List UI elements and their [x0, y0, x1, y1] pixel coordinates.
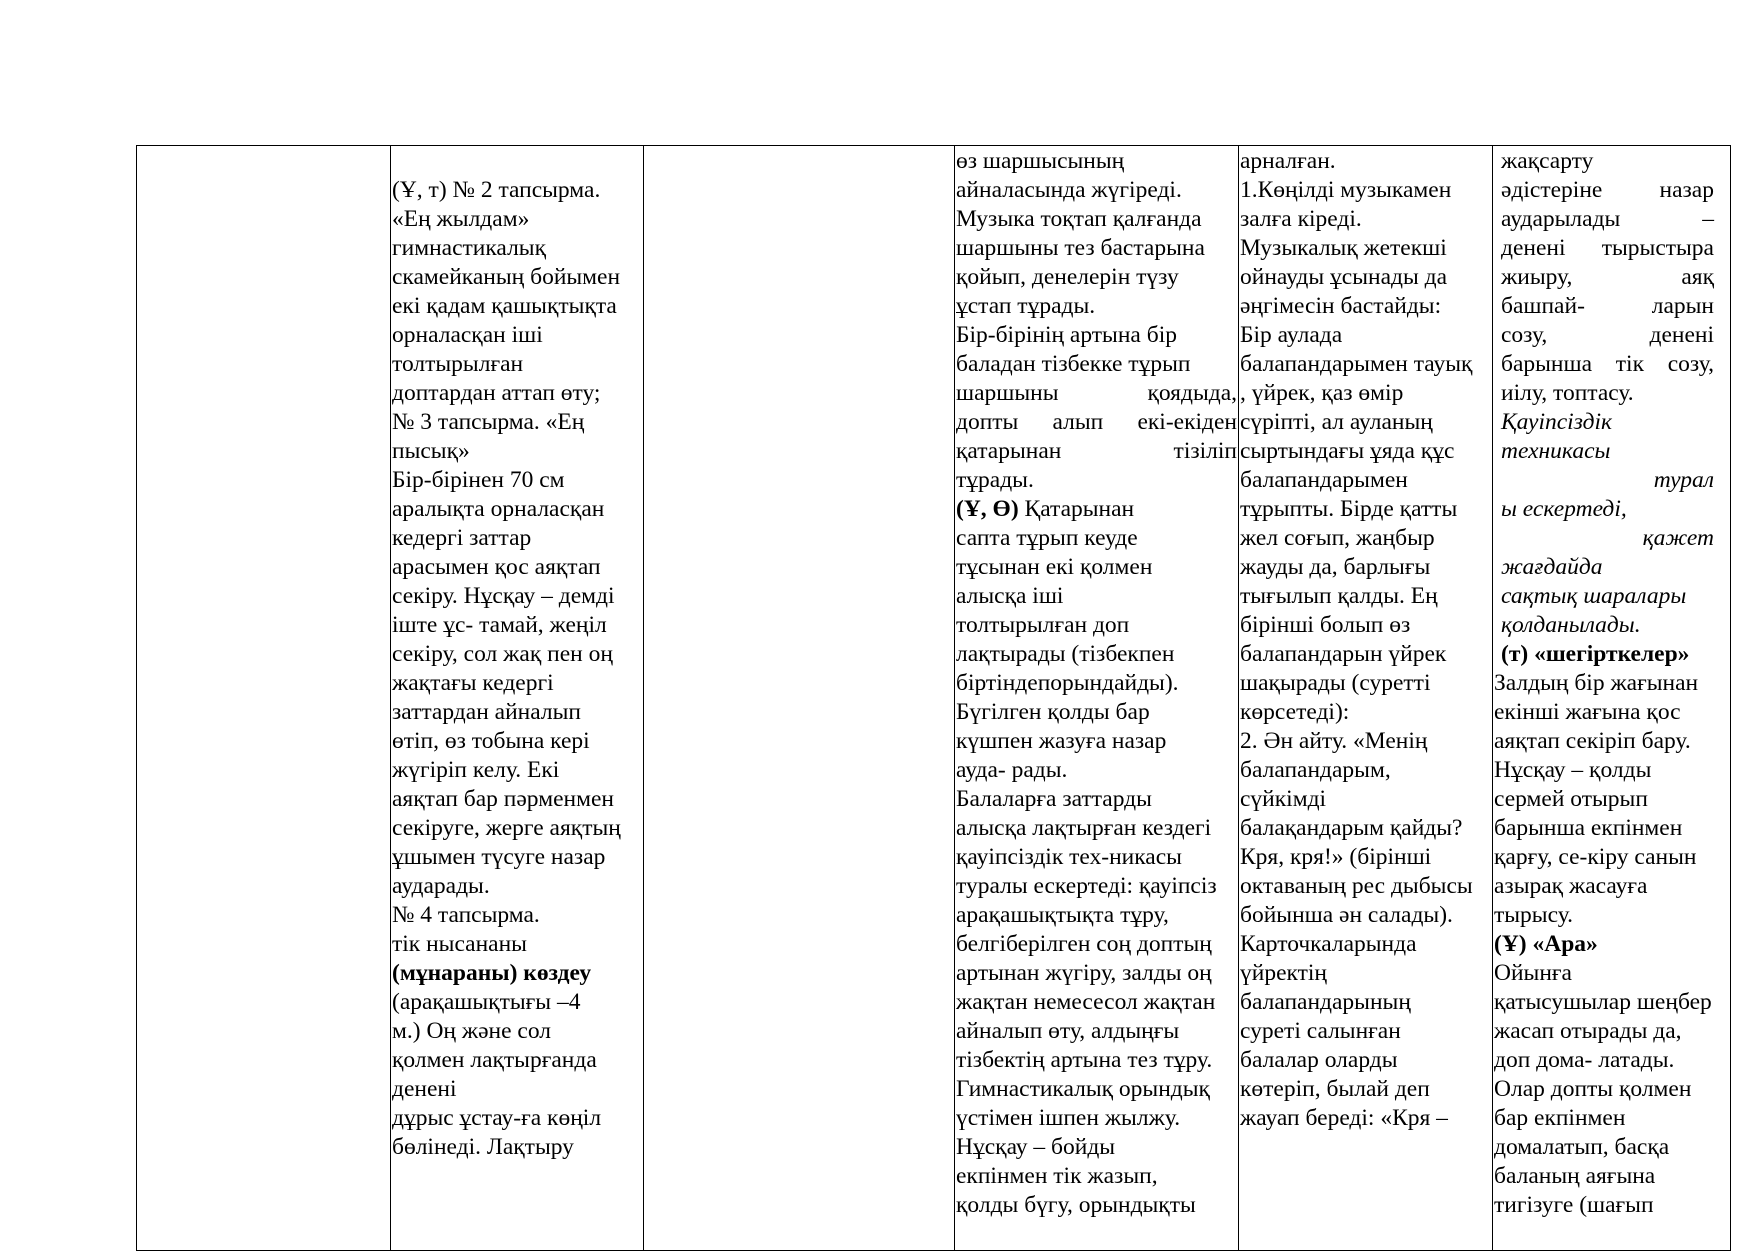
text-line: № 4 тапсырма. — [392, 902, 540, 928]
text-line: суреті салынған — [1240, 1018, 1401, 1044]
text-line: үстімен ішпен жылжу. — [956, 1105, 1181, 1131]
text-line: шаршыны тез бастарына — [956, 235, 1205, 261]
text-line: Қауіпсіздік — [1501, 409, 1612, 435]
text-line: айналасында жүгіреді. — [956, 177, 1182, 203]
text-line: Музыка тоқтап қалғанда — [956, 206, 1202, 232]
text-line: (Ұ, т) № 2 тапсырма. — [392, 177, 601, 203]
text-line: аударады. — [392, 873, 490, 899]
text-line — [1494, 640, 1714, 669]
text-line: өтіп, өз тобына кері — [392, 728, 590, 754]
text-line: бірінші болып өз — [1240, 612, 1411, 638]
text-line: дұрыс ұстау-ға көңіл — [392, 1105, 602, 1131]
text-line: алысқа іші — [956, 583, 1064, 609]
text-line: аяқтап бар пәрменмен — [392, 786, 614, 812]
text-line: Бір-бірінің артына бір — [956, 322, 1177, 348]
text-line: секіру, сол жақ пен оң — [392, 641, 613, 667]
text-line: шақырады (суретті — [1240, 670, 1431, 696]
lesson-plan-table — [136, 145, 1731, 1251]
text-line: тұрады. — [956, 467, 1034, 493]
text-line: денені тырыстыра — [1501, 235, 1714, 261]
text-line: октаваның рес дыбысы — [1240, 873, 1473, 899]
text-line: ы ескертеді, — [1501, 496, 1627, 522]
text-line: бөлінеді. Лақтыру — [392, 1134, 574, 1160]
text-line: Нұсқау – қолды — [1494, 757, 1652, 783]
text-line: баланың аяғына — [1494, 1163, 1656, 1189]
text-line: тығылып қалды. Ең — [1240, 583, 1438, 609]
table-cell-col5 — [1239, 146, 1493, 1251]
text-line: созу, денені — [1501, 322, 1714, 348]
text-line: қажет — [1642, 525, 1714, 551]
text-line: 1.Көңілді музыкамен — [1240, 177, 1452, 203]
text-line: екпінмен тік жазып, — [956, 1163, 1158, 1189]
text-line: барынша екпінмен — [1494, 815, 1683, 841]
text-line: қарғу, се-кіру санын — [1494, 844, 1697, 870]
text-line: Гимнастикалық орындық — [956, 1076, 1210, 1102]
text-line: техникасы — [1501, 438, 1611, 464]
text-line: «Ең жылдам» — [392, 206, 530, 232]
text-line: кедергі заттар — [392, 525, 532, 551]
bold-label: (Ұ, Ө) — [956, 496, 1019, 522]
text-line: азырақ жасауға — [1494, 873, 1648, 899]
text-line: турал — [1653, 467, 1714, 493]
text-line: жақсарту — [1501, 148, 1594, 174]
text-line: іште ұс- тамай, жеңіл — [392, 612, 607, 638]
table-cell-col6 — [1493, 146, 1731, 1251]
text-line: (Ұ) «Ара» — [1494, 931, 1598, 957]
text-line: иілу, топтасу. — [1501, 380, 1634, 406]
text-line: сермей отырып — [1494, 786, 1648, 812]
table-row — [137, 146, 1731, 1251]
text-line: Бүгілген қолды бар — [956, 699, 1150, 725]
text-line: Нұсқау – бойды — [956, 1134, 1116, 1160]
table-cell-col4 — [955, 146, 1239, 1251]
text-line: қауіпсіздік тех-никасы — [956, 844, 1182, 870]
text-line: арасымен қос аяқтап — [392, 554, 601, 580]
text-line: қатысушылар шеңбер — [1494, 989, 1712, 1015]
text-line: барынша тік созу, — [1501, 351, 1714, 377]
text-line: екі қадам қашықтықта — [392, 293, 617, 319]
text-line: доптардан аттап өту; — [392, 380, 601, 406]
text-line: сүріпті, ал ауланың — [1240, 409, 1433, 435]
text-line: тұрыпты. Бірде қатты — [1240, 496, 1458, 522]
text-line: секіру. Нұсқау – демді — [392, 583, 615, 609]
text-line: тигізуге (шағып — [1494, 1192, 1654, 1218]
text-line: м.) Оң және сол — [392, 1018, 552, 1044]
text-line: денені — [392, 1076, 457, 1102]
text-line: скамейканың бойымен — [392, 264, 621, 290]
text-line: № 3 тапсырма. «Ең — [392, 409, 585, 435]
text-line: секіруге, жерге аяқтың — [392, 815, 621, 841]
text-line: туралы ескертеді: қауіпсіз — [956, 873, 1217, 899]
text-line: екінші жағына қос — [1494, 699, 1681, 725]
text-line: жағдайда — [1501, 554, 1603, 580]
text-line: жасап отырады да, — [1494, 1018, 1682, 1044]
text-line: қолмен лақтырғанда — [392, 1047, 597, 1073]
text-line: Бір-бірінен 70 см — [392, 467, 565, 493]
text-line: допты алып екі-екіден — [956, 409, 1237, 435]
text-line: өз шаршысының — [956, 148, 1125, 174]
text-line: белгіберілген соң доптың — [956, 931, 1212, 957]
text-line: балапандарының — [1240, 989, 1411, 1015]
text-line: арналған. — [1240, 148, 1336, 174]
text-line: ауда- рады. — [956, 757, 1068, 783]
line-text: Қатарынан — [1018, 496, 1135, 522]
text-line: қойып, денелерін түзу — [956, 264, 1179, 290]
text-line: сыртындағы ұяда құс — [1240, 438, 1455, 464]
text-line — [956, 495, 1237, 524]
text-line: балапандарымен тауық — [1240, 351, 1473, 377]
text-line: арақашықтықта тұру, — [956, 902, 1169, 928]
text-line: бар екпінмен — [1494, 1105, 1626, 1131]
text-line: , үйрек, қаз өмір — [1240, 380, 1404, 406]
text-line: заттардан айналып — [392, 699, 581, 725]
text-line: (мұнараны) көздеу — [392, 960, 592, 986]
text-line: жақтан немесесол жақтан — [956, 989, 1216, 1015]
text-line: ойнауды ұсынады да — [1240, 264, 1448, 290]
text-line: көтеріп, былай деп — [1240, 1076, 1430, 1102]
text-line: Бір аулада — [1240, 322, 1343, 348]
text-line: балалар оларды — [1240, 1047, 1398, 1073]
text-line: жауды да, барлығы — [1240, 554, 1431, 580]
text-line: сақтық шаралары — [1501, 583, 1687, 609]
text-line: көрсетеді): — [1240, 699, 1350, 725]
text-line: гимнастикалық — [392, 235, 547, 261]
text-line: толтырылған доп — [956, 612, 1130, 638]
text-line: әдістеріне назар — [1501, 177, 1714, 203]
text-line: 2. Ән айту. «Менің — [1240, 728, 1428, 754]
text-line: лақтырады (тізбекпен — [956, 641, 1175, 667]
text-line: аударылады – — [1501, 206, 1714, 232]
table-cell-col1 — [137, 146, 391, 1251]
text-line: башпай- ларын — [1501, 293, 1714, 319]
table-cell-col2 — [391, 146, 644, 1251]
text-line: домалатып, басқа — [1494, 1134, 1670, 1160]
text-line: балапандарымен — [1240, 467, 1408, 493]
text-line: шаршыны қоядыда, — [956, 380, 1237, 406]
text-line: қолды бүгу, орындықты — [956, 1192, 1196, 1218]
text-line: жүгіріп келу. Екі — [392, 757, 560, 783]
text-line: тұсынан екі қолмен — [956, 554, 1153, 580]
text-line: қатарынан тізіліп — [956, 438, 1237, 464]
text-line: (арақашықтығы –4 — [392, 989, 581, 1015]
text-line: пысық» — [392, 438, 470, 464]
text-line: тізбектің артына тез тұру. — [956, 1047, 1213, 1073]
text-line: жақтағы кедергі — [392, 670, 554, 696]
text-line: ұшымен түсуге назар — [392, 844, 606, 870]
text-line: Залдың бір жағынан — [1494, 670, 1699, 696]
text-line: артынан жүгіру, залды оң — [956, 960, 1212, 986]
text-line: Карточкаларында — [1240, 931, 1417, 957]
table-cell-col3 — [644, 146, 955, 1251]
text-line: алысқа лақтырған кездегі — [956, 815, 1212, 841]
text-line: доп дома- латады. — [1494, 1047, 1675, 1073]
text-line: жел соғып, жаңбыр — [1240, 525, 1435, 551]
text-line: қолданылады. — [1501, 612, 1641, 638]
text-line: күшпен жазуға назар — [956, 728, 1167, 754]
text-line: айналып өту, алдыңғы — [956, 1018, 1180, 1044]
text-line: сүйкімді — [1240, 786, 1327, 812]
text-line: бойынша ән салады). — [1240, 902, 1453, 928]
text-line: орналасқан іші — [392, 322, 543, 348]
text-line: тырысу. — [1494, 902, 1573, 928]
text-line: сапта тұрып кеуде — [956, 525, 1138, 551]
text-line: Ойынға — [1494, 960, 1572, 986]
text-line: Музыкалық жетекші — [1240, 235, 1447, 261]
text-line: Кря, кря!» (бірінші — [1240, 844, 1432, 870]
text-line: залға кіреді. — [1240, 206, 1362, 232]
text-line: әңгімесін бастайды: — [1240, 293, 1442, 319]
bold-label: (т) «шегірткелер» — [1501, 641, 1690, 667]
text-line: жиыру, аяқ — [1501, 264, 1714, 290]
text-line: балақандарым қайды? — [1240, 815, 1463, 841]
text-line: үйректің — [1240, 960, 1327, 986]
text-line: толтырылған — [392, 351, 524, 377]
text-line: жауап береді: «Кря – — [1240, 1105, 1448, 1131]
text-line: біртіндепорындайды). — [956, 670, 1179, 696]
text-line: Олар допты қолмен — [1494, 1076, 1692, 1102]
text-line: Балаларға заттарды — [956, 786, 1152, 812]
text-line: тік нысананы — [392, 931, 527, 957]
text-line: балапандарын үйрек — [1240, 641, 1447, 667]
text-line: баладан тізбекке тұрып — [956, 351, 1191, 377]
text-line: аралықта орналасқан — [392, 496, 605, 522]
text-line: ұстап тұрады. — [956, 293, 1096, 319]
text-line: балапандарым, — [1240, 757, 1391, 783]
text-line: аяқтап секіріп бару. — [1494, 728, 1691, 754]
